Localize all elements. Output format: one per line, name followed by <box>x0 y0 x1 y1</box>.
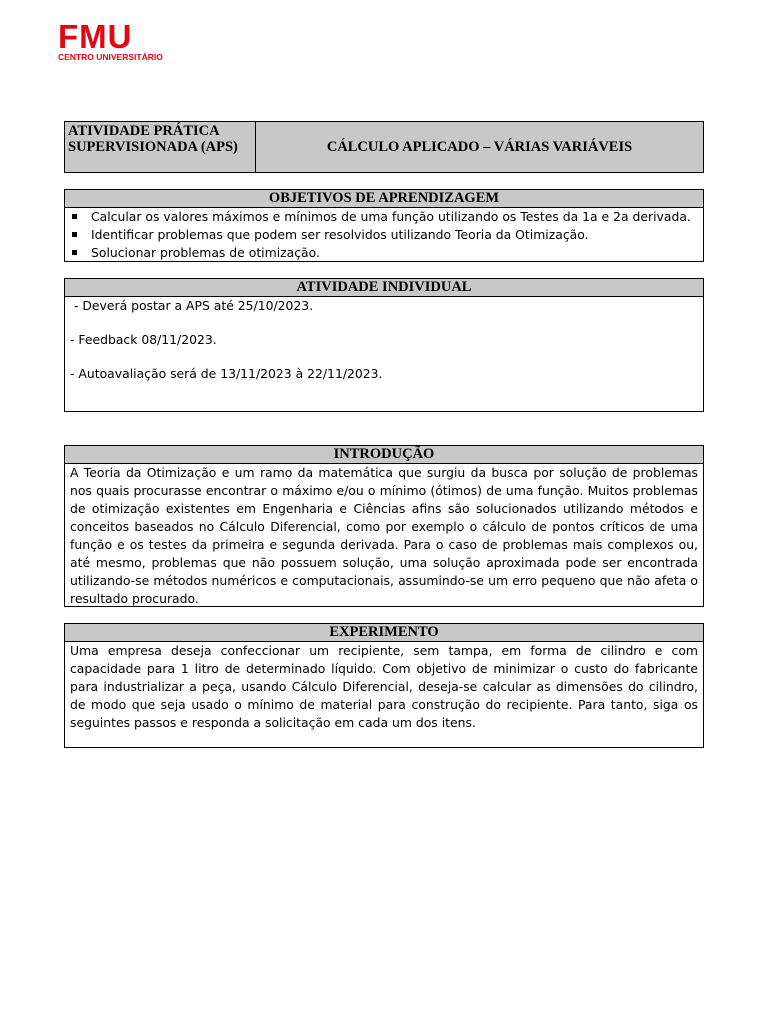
objetivos-heading: OBJETIVOS DE APRENDIZAGEM <box>65 190 703 208</box>
experimento-heading: EXPERIMENTO <box>65 624 703 642</box>
course-title: CÁLCULO APLICADO – VÁRIAS VARIÁVEIS <box>256 122 703 172</box>
autoavaliacao-line: - Autoavaliação será de 13/11/2023 à 22/11/2023. <box>70 366 383 381</box>
logo-wordmark: FMU <box>58 18 133 55</box>
aps-label: ATIVIDADE PRÁTICA SUPERVISIONADA (APS) <box>65 122 256 172</box>
bullet-icon <box>72 250 77 255</box>
introducao-text: A Teoria da Otimização e um ramo da matemática que surgiu da busca por solução de problemas nos quais procurasse encontrar o máximo e/ou o mínimo (ótimos) de uma função. Muitos problemas de otimização existentes em Engenharia e Ciências afins são solucionados utilizando métodos e conceitos baseados no Cálculo Diferencial, como por exemplo o cálculo de pontos críticos de uma função e os testes da primeira e segunda derivada. Para o caso de problemas mais complexos ou, até mesmo, problemas que não possuem solução, uma solução aproximada pode ser encontrada utilizando-se métodos numéricos e computacionais, assumindo-se um erro pequeno que não afeta o resultado procurado. <box>70 465 698 606</box>
aps-header-table <box>64 121 704 173</box>
atividade-section <box>64 278 704 412</box>
list-item <box>70 244 703 262</box>
list-item-text: Solucionar problemas de otimização. <box>91 245 320 260</box>
deadline-line: - Deverá postar a APS até 25/10/2023. <box>70 298 314 313</box>
list-item <box>70 226 703 244</box>
bullet-icon <box>72 214 77 219</box>
logo-subtitle: CENTRO UNIVERSITÁRIO <box>58 52 163 62</box>
list-item <box>70 208 703 226</box>
atividade-body <box>65 297 703 383</box>
fmu-logo <box>58 18 163 62</box>
atividade-heading: ATIVIDADE INDIVIDUAL <box>65 279 703 297</box>
experimento-text: Uma empresa deseja confeccionar um recipiente, sem tampa, em forma de cilindro e com capacidade para 1 litro de determinado líquido. Com objetivo de minimizar o custo do fabricante para industrializar a peça, usando Cálculo Diferencial, deseja-se calcular as dimensões do cilindro, de modo que seja usado o mínimo de material para construção do recipiente. Para tanto, siga os seguintes passos e responda a solicitação em cada um dos itens. <box>70 643 698 730</box>
list-item-text: Identificar problemas que podem ser resolvidos utilizando Teoria da Otimização. <box>91 227 589 242</box>
feedback-line: - Feedback 08/11/2023. <box>70 332 217 347</box>
bullet-icon <box>72 232 77 237</box>
introducao-section <box>64 445 704 607</box>
experimento-section <box>64 623 704 748</box>
list-item-text: Calcular os valores máximos e mínimos de uma função utilizando os Testes da 1a e 2a derivada. <box>91 209 691 224</box>
objetivos-list <box>65 208 703 262</box>
objetivos-section <box>64 189 704 262</box>
introducao-heading: INTRODUÇÃO <box>65 446 703 464</box>
